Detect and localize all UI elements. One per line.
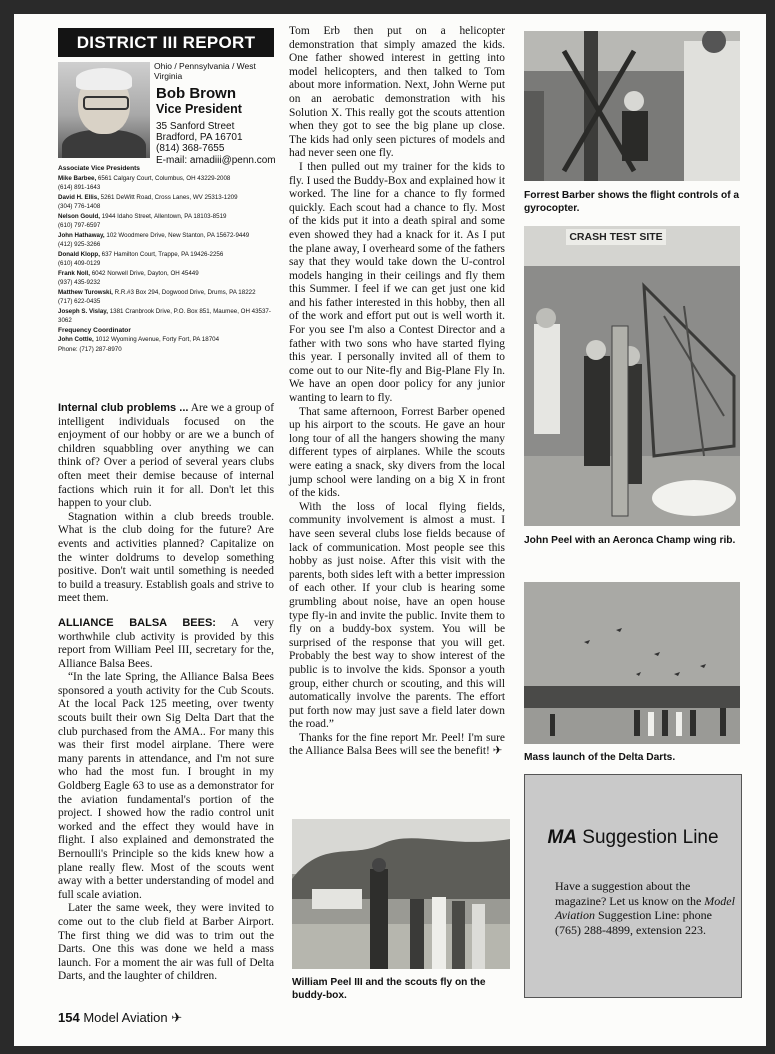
vp-name: Bob Brown	[156, 85, 236, 102]
article-column-1	[58, 402, 274, 984]
article-paragraph: Internal club problems ... Are we a group of intelligent individuals focused on the enjoyment of our hobby or are we a bunch of children squabbling over anything we can think of? Over a period of several years clubs often meet their demise because of internal factions which ruin it for all. Don't let this happen to your club.	[58, 402, 274, 510]
airplane-icon: ✈	[171, 1010, 183, 1025]
article-paragraph: I then pulled out my trainer for the kids to fly. I used the Buddy-Box and explained how it worked. The line for a chance to fly formed quickly. Each scout had a chance to fly. Most of the kids put it into a death spiral and some even showed they had a knack for it. As I put the plane away, I overheard some of the fathers say that they would take down the U-control models hanging in their ceilings and fly them this Summer. I feel if we can get just one kid and his father interested in this hobby, then all of the work and effort put out is well worth it. For you see I'm also a Contest Director and a father with two sons who have started flying this year. I personally invited all of them to come out to our Nite-fly and Big-Plane Fly In. We have an open door policy for any junior wanting to learn to fly.	[289, 160, 505, 405]
article-paragraph: Stagnation within a club breeds trouble. What is the club doing for the future? Are events and activities planned? Capitalize on the winter doldrums to develop something positive. Don't wait until something is needed to build a treasury. Establish goals and strive to meet them.	[58, 510, 274, 605]
associate-entry: Nelson Gould, 1944 Idaho Street, Allentown, PA 18103-8519	[58, 212, 227, 220]
associates-heading: Associate Vice Presidents	[58, 165, 140, 172]
crash-test-site-sign: CRASH TEST SITE	[566, 229, 666, 245]
vice-president-portrait	[58, 62, 150, 158]
associate-entry: Joseph S. Vislay, 1381 Cranbrook Drive, P.O. Box 851, Maumee, OH 43537-3062	[58, 307, 271, 324]
suggestion-title: MA Suggestion Line	[547, 827, 719, 848]
magazine-page	[14, 14, 766, 1046]
associate-entry: Mike Barbee, 6561 Calgary Court, Columbus, OH 43229-2008	[58, 174, 231, 182]
article-paragraph: Thanks for the fine report Mr. Peel! I'm sure the Alliance Balsa Bees will see the benefit! ✈	[289, 731, 505, 758]
magazine-name: Model Aviation	[83, 1010, 168, 1025]
caption-buddy-box: William Peel III and the scouts fly on the buddy-box.	[292, 977, 486, 1001]
article-paragraph: With the loss of local flying fields, community involvement is almost a must. I have seen several clubs lose fields because of lack of communication. Most people see this hobby as just noise. After this visit with the parents, both sides left with a better impression of each other. If your club is hearing some grumbling about noise, have an open house type fly-in and invite the public. Invite them to fly on a buddy-box system. You will be surprised of the response that you will get. Probably the best way to show interest of the public is to involve the kids. Sponsor a youth group, either church or scouting, and this will automatically involve the parents. The effort put forth now may just save a field later down the road.”	[289, 500, 505, 731]
caption-wing-rib: John Peel with an Aeronca Champ wing rib.	[524, 535, 736, 546]
associate-entry: John Hathaway, 102 Woodmere Drive, New Stanton, PA 15672-9449	[58, 231, 250, 239]
article-paragraph: “In the late Spring, the Alliance Balsa Bees sponsored a youth activity for the Cub Scouts. At the local Pack 125 meeting, over twenty scouts built their own Sig Delta Dart that the club purchased from the AMA.. For many this was their first model airplane. There were many parents in attendance, and I'm not sure who had the most fun. I brought in my Goldberg Eagle 63 to use as a demonstrator for the aviation fundamental's portion of the project. I showed how the radio control unit worked and the effect they would have in flight. I also explained and demonstrated the Bernoulli's Principle so the kids knew how a plane really flew. Most of the scouts went away with a better understanding of model and full scale aviation.	[58, 671, 274, 901]
page-number: 154	[58, 1010, 80, 1025]
associate-entry: Matthew Turowski, R.R.#3 Box 294, Dogwood Drive, Drums, PA 18222	[58, 288, 256, 296]
wing-rib-photo-frame	[524, 226, 740, 526]
page-folio	[58, 1010, 182, 1026]
article-paragraph: Later the same week, they were invited to come out to the club field at Barber Airport. The first thing we did was to trim out the Darts. One this was done we held a mass launch. For a moment the air was full of Delta Darts, and the laughter of children.	[58, 902, 274, 983]
associate-vp-list: Associate Vice Presidents Mike Barbee, 6561 Calgary Court, Columbus, OH 43229-2008 (614) 891-1643 David H. Ellis, 5261 DeWitt Road, Cross Lanes, WV 25313-1209 (304) 776-1408 Nelson Gould, 1944 Idaho Street, Allentown, PA 18103-8519 (610) 797-6597 John Hathaway, 102 Woodmere Drive, New Stanton, PA 15672-9449 (412) 925-3266 Donald Klopp, 637 Hamilton Court, Trappe, PA 19426-2256 (610) 409-0129 Frank Noll, 6042 Norwell Drive, Dayton, OH 45449 (937) 435-9232 Matthew Turowski, R.R.#3 Box 294, Dogwood Drive, Drums, PA 18222 (717) 622-0435 Joseph S. Vislay, 1381 Cranbrook Drive, P.O. Box 851, Maumee, OH 43537-3062 Frequency Coordinator John Cottle, 1012 Wyoming Avenue, Forty Fort, PA 18704 Phone: (717) 287-8970	[58, 164, 280, 354]
district-banner: DISTRICT III REPORT	[58, 28, 274, 57]
caption-mass-launch: Mass launch of the Delta Darts.	[524, 752, 676, 763]
gyrocopter-photo	[524, 31, 740, 181]
caption-gyrocopter: Forrest Barber shows the flight controls of a gyrocopter.	[524, 190, 740, 214]
associate-entry: Frank Noll, 6042 Norwell Drive, Dayton, OH 45449	[58, 269, 199, 277]
associate-entry: Donald Klopp, 637 Hamilton Court, Trappe, PA 19426-2256	[58, 250, 224, 258]
vp-title: Vice President	[156, 102, 242, 116]
frequency-heading: Frequency Coordinator	[58, 326, 131, 334]
suggestion-line-box	[524, 774, 742, 998]
article-paragraph: Tom Erb then put on a helicopter demonstration that simply amazed the kids. One father showed interest in getting into model helicopters, and then talked to Tom about more information. Next, John Werne put on an aerobatic demonstration with his Solution X. This really got the scouts attention when they got to see the big plane up close. The kids had only seen pictures of models and had never seen one fly.	[289, 25, 505, 160]
suggestion-text: Have a suggestion about the magazine? Let us know on the Model Aviation Suggestion Line: phone (765) 288-4899, extension 223.	[555, 879, 735, 937]
associate-entry: David H. Ellis, 5261 DeWitt Road, Cross Lanes, WV 25313-1209	[58, 193, 238, 201]
wing-rib-photo	[524, 226, 740, 526]
vp-address: 35 Sanford Street Bradford, PA 16701 (814) 368-7655 E-mail: amadiii@penn.com	[156, 121, 276, 166]
region-label: Ohio / Pennsylvania / West Virginia	[154, 61, 256, 81]
mass-launch-photo	[524, 582, 740, 744]
buddy-box-photo	[292, 819, 510, 969]
frequency-coordinator: John Cottle, 1012 Wyoming Avenue, Forty Fort, PA 18704	[58, 336, 220, 343]
article-column-2	[289, 25, 505, 759]
vp-email[interactable]: E-mail: amadiii@penn.com	[156, 154, 276, 166]
article-paragraph: That same afternoon, Forrest Barber opened up his airport to the scouts. He gave an hour long tour of all the hangers showing the many different types of airplanes. While the scouts were eating a snack, sky divers from the local jump school were landing on a big X in front of the kids.	[289, 405, 505, 500]
article-paragraph: ALLIANCE BALSA BEES: A very worthwhile club activity is provided by this report from William Peel III, secretary for the, Alliance Balsa Bees.	[58, 616, 274, 670]
